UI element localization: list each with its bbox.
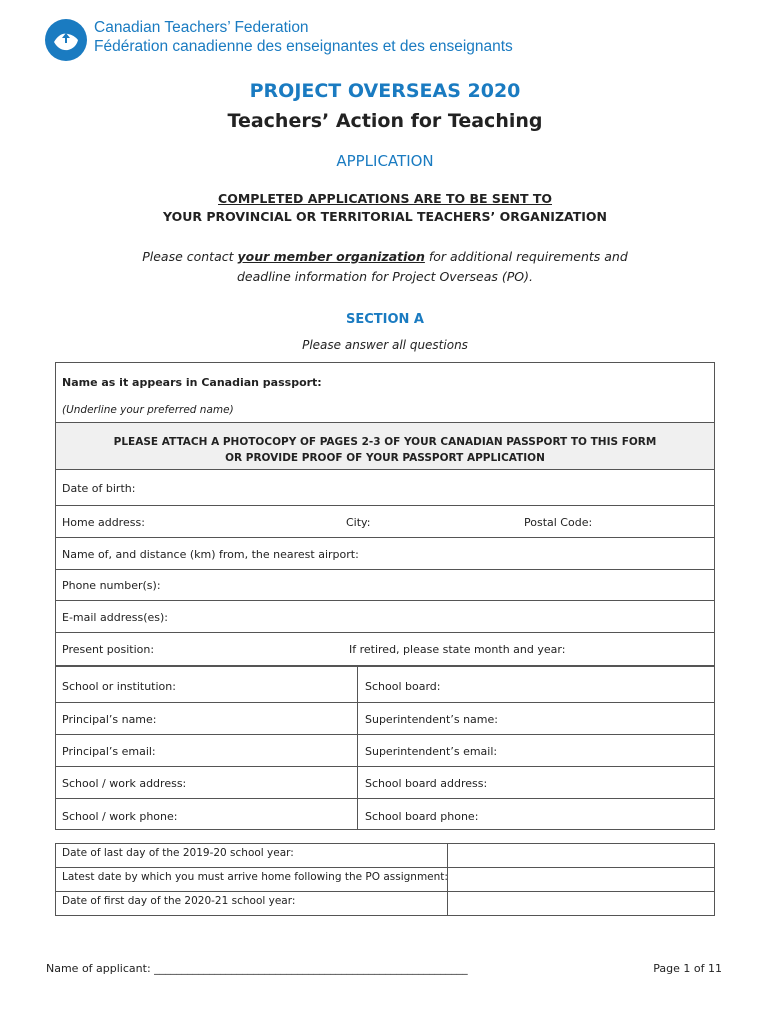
application-heading: APPLICATION [336,152,434,170]
column-divider [357,666,358,830]
attach-notice-line1: PLEASE ATTACH A PHOTOCOPY OF PAGES 2-3 OF YOUR CANADIAN PASSPORT TO THIS FORM [113,436,657,448]
phone-label: Phone number(s): [62,579,161,592]
retired-label: If retired, please state month and year: [349,643,566,656]
attach-notice [56,434,714,466]
board-address-label: School board address: [365,777,488,790]
superintendent-name-label: Superintendent’s name: [365,713,498,726]
org-name-en: Canadian Teachers’ Federation [94,19,309,36]
contact-note-post: for additional requirements and [424,249,628,264]
row-divider [55,665,715,667]
airport-label: Name of, and distance (km) from, the nearest airport: [62,548,359,561]
superintendent-email-label: Superintendent’s email: [365,745,498,758]
row-divider [55,537,715,538]
position-label: Present position: [62,643,155,656]
principal-name-label: Principal’s name: [62,713,157,726]
ctf-logo-icon [44,18,88,62]
section-title: SECTION A [345,312,424,327]
postal-code-label: Postal Code: [524,516,593,529]
row-divider [55,798,715,799]
section-subtitle: Please answer all questions [302,338,468,352]
email-label: E-mail address(es): [62,611,168,624]
dob-label: Date of birth: [62,482,136,495]
home-address-label: Home address: [62,516,145,529]
work-address-label: School / work address: [62,777,187,790]
city-label: City: [346,516,371,529]
principal-email-label: Principal’s email: [62,745,156,758]
school-label: School or institution: [62,680,176,693]
row-divider [55,505,715,506]
row-divider [55,734,715,735]
row-divider [55,422,715,423]
row-divider [55,867,715,868]
row-divider [55,469,715,470]
attach-notice-line2: OR PROVIDE PROOF OF YOUR PASSPORT APPLICATION [225,452,545,464]
instruction-line-2: YOUR PROVINCIAL OR TERRITORIAL TEACHERS’ ORGANIZATION [162,209,607,224]
work-phone-label: School / work phone: [62,810,178,823]
page-title: PROJECT OVERSEAS 2020 [249,80,521,102]
row-divider [55,891,715,892]
section-a-form [55,362,715,830]
arrive-home-label: Latest date by which you must arrive home following the PO assignment: [62,871,448,883]
row-divider [55,766,715,767]
passport-name-label: Name as it appears in Canadian passport: [62,376,322,389]
row-divider [55,600,715,601]
instruction-line-1: COMPLETED APPLICATIONS ARE TO BE SENT TO [218,191,552,206]
row-divider [55,702,715,703]
school-board-label: School board: [365,680,441,693]
member-organization-link[interactable]: your member organization [237,249,425,264]
board-phone-label: School board phone: [365,810,479,823]
row-divider [55,569,715,570]
contact-note-line2: deadline information for Project Overseas (PO). [236,269,533,284]
applicant-name-line: Name of applicant: _________________________________________________________ [46,962,468,975]
page-number: Page 1 of 11 [653,962,722,975]
org-name-fr: Fédération canadienne des enseignantes et des enseignants [94,38,513,55]
contact-note [0,247,770,287]
last-day-label: Date of last day of the 2019-20 school year: [62,847,294,859]
page-subtitle: Teachers’ Action for Teaching [227,110,543,132]
row-divider [55,632,715,633]
passport-name-hint: (Underline your preferred name) [62,404,234,416]
org-name [94,18,513,56]
contact-note-pre: Please contact [142,249,238,264]
first-day-label: Date of first day of the 2020-21 school year: [62,895,296,907]
